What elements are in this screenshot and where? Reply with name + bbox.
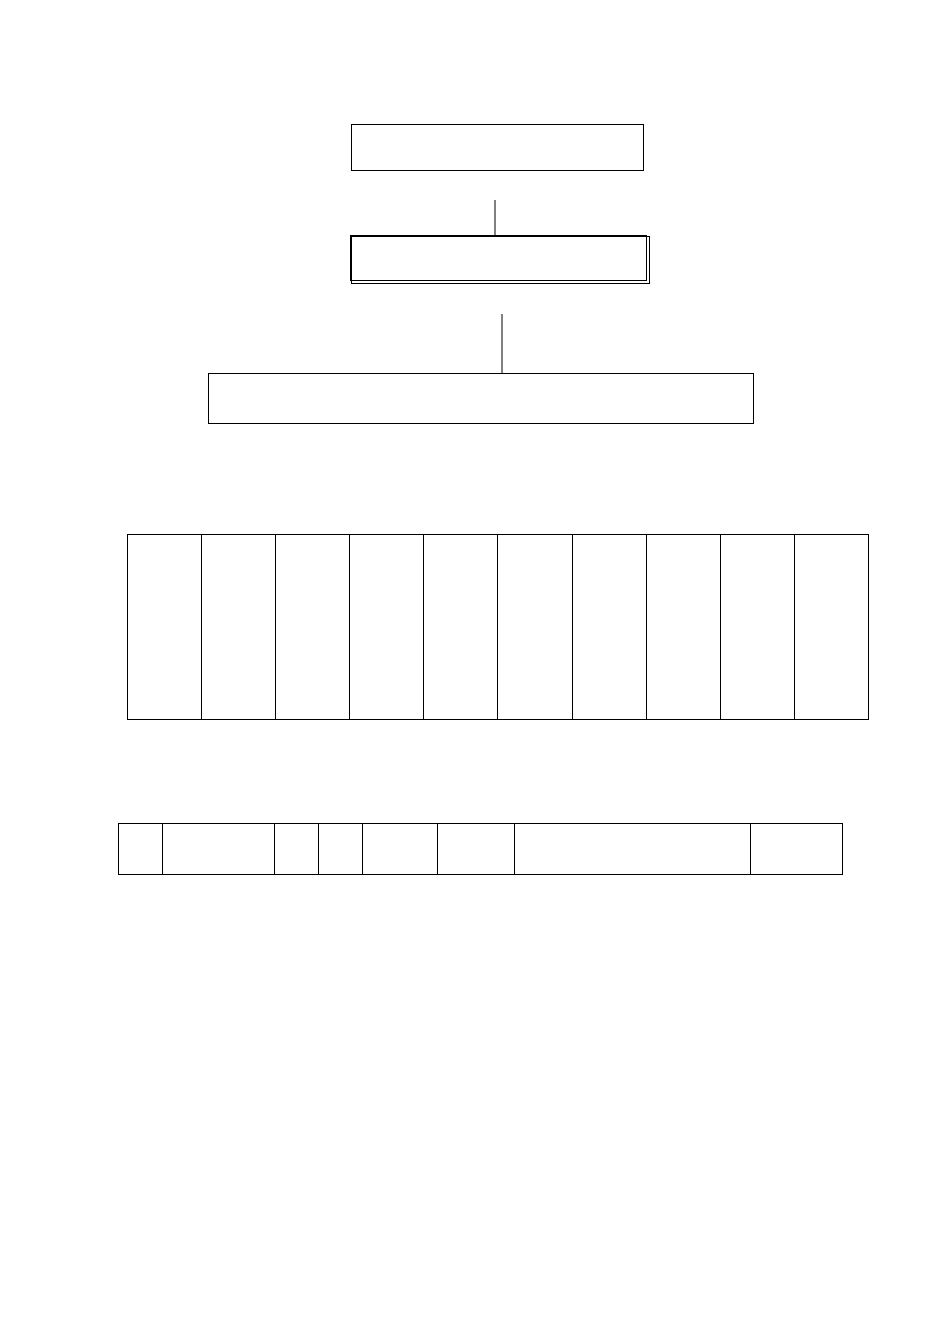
member-cell (497, 535, 571, 719)
header-duty (515, 824, 751, 875)
header-age (318, 824, 362, 875)
liaison-box (208, 373, 754, 424)
header-no (119, 824, 163, 875)
member-cell (201, 535, 275, 719)
member-cell (423, 535, 497, 719)
member-cell (349, 535, 423, 719)
member-cell (128, 535, 201, 719)
header-note (751, 824, 843, 875)
leadership-table (118, 823, 843, 875)
member-list (127, 534, 869, 720)
secretary-box (351, 236, 650, 284)
member-cell (794, 535, 868, 719)
header-education (362, 824, 437, 875)
header-post (437, 824, 515, 875)
member-cell (646, 535, 720, 719)
header-sex (274, 824, 318, 875)
member-cell (275, 535, 349, 719)
header-name (162, 824, 274, 875)
member-cell (720, 535, 794, 719)
deputy-director-box (351, 124, 644, 171)
table-header-row (119, 824, 843, 875)
member-cell (572, 535, 646, 719)
secretary-box-shadow (350, 235, 647, 281)
